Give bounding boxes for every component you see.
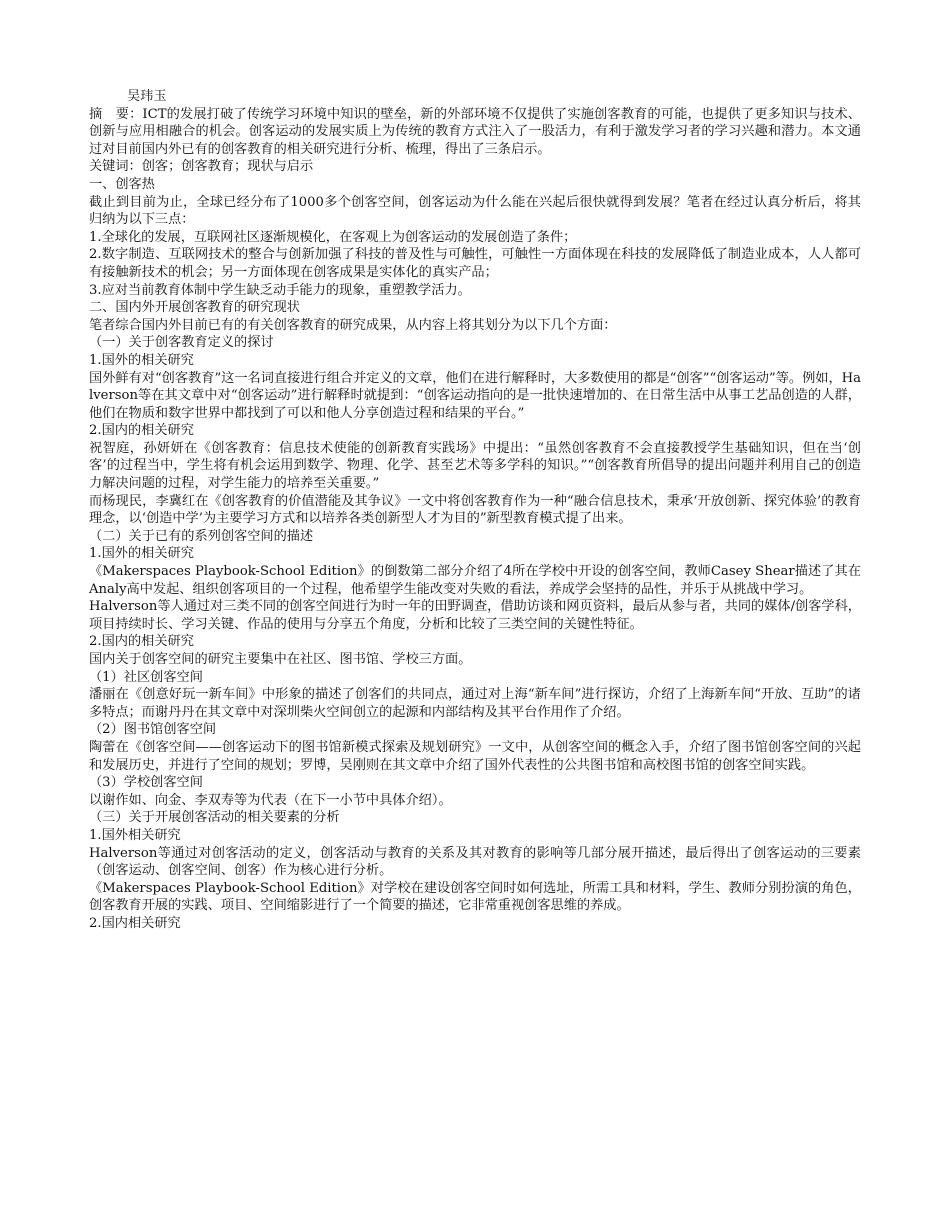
keywords-line: 关键词：创客；创客教育；现状与启示 [89,159,314,175]
body-paragraph: Halverson等人通过对三类不同的创客空间进行为时一年的田野调查，借助访谈和网页资料，最后从参与者，共同的媒体/创客学科，项目持续时长、学习关键、作品的使用与分享五个角度，分析和比较了三类空间的关键性特征。 [89,599,861,632]
sub-subsection-heading: 2.国内的相关研究 [89,423,194,439]
sub-subsection-heading: 2.国内的相关研究 [89,634,194,650]
subsection-heading: （三）关于开展创客活动的相关要素的分析 [89,810,340,826]
sub-subsection-heading: 1.国外的相关研究 [89,352,194,368]
item-heading: （2）图书馆创客空间 [89,722,217,738]
list-item: 3.应对当前教育体制中学生缺乏动手能力的现象，重塑教学活力。 [89,282,471,298]
list-item: 1.全球化的发展，互联网社区逐渐规模化，在客观上为创客运动的发展创造了条件； [89,229,577,245]
body-paragraph: 国内关于创客空间的研究主要集中在社区、图书馆、学校三方面。 [89,652,472,667]
body-paragraph: Halverson等通过对创客活动的定义，创客活动与教育的关系及其对教育的影响等几部分展开描述，最后得出了创客运动的三要素（创客运动、创客空间、创客）作为核心进行分析。 [89,845,861,879]
body-paragraph: 国外鲜有对“创客教育”这一名词直接进行组合并定义的文章，他们在进行解释时，大多数使用的都是“创客”“创客运动”等。例如，Halverson等在其文章中对“创客运动”进行解释时就提到：“创客运动指向的是一批快速增加的、在日常生活中从事工艺品创造的人群，他们在物质和数字世界中都找到了可以和他人分享创造过程和结果的平台。” [89,370,861,421]
body-paragraph: 潘丽在《创意好玩一新车间》中形象的描述了创客们的共同点，通过对上海“新车间”进行探访，介绍了上海新车间“开放、互助”的诸多特点；而谢丹丹在其文章中对深圳柴火空间创立的起源和内部结构及其平台作用作了介绍。 [89,687,861,720]
body-paragraph: 陶蕾在《创客空间——创客运动下的图书馆新模式探索及规划研究》一文中，从创客空间的概念入手，介绍了图书馆创客空间的兴起和发展历史，并进行了空间的规划；罗博，吴刚则在其文章中介绍了国外代表性的公共图书馆和高校图书馆的创客空间实践。 [89,739,861,773]
document-body [89,88,861,933]
item-heading: （1）社区创客空间 [89,669,203,685]
item-heading: （3）学校创客空间 [89,775,203,791]
sub-subsection-heading: 2.国内相关研究 [89,915,181,931]
body-paragraph: 笔者综合国内外目前已有的有关创客教育的研究成果，从内容上将其划分为以下几个方面： [89,317,617,333]
body-paragraph: 《Makerspaces Playbook-School Edition》对学校在建设创客空间时如何选址，所需工具和材料，学生、教师分别扮演的角色，创客教育开展的实践、项目、空间缩影进行了一个简要的描述，它非常重视创客思维的养成。 [89,880,861,914]
subsection-heading: （一）关于创客教育定义的探讨 [89,335,274,351]
abstract-paragraph: 摘 要：ICT的发展打破了传统学习环境中知识的壁垒，新的外部环境不仅提供了实施创客教育的可能，也提供了更多知识与技术、创新与应用相融合的机会。创客运动的发展实质上为传统的教育方式注入了一股活力，有利于激发学习者的学习兴趣和潜力。本文通过对目前国内外已有的创客教育的相关研究进行分析、梳理，得出了三条启示。 [89,106,861,157]
section-heading-2: 二、国内外开展创客教育的研究现状 [89,300,300,316]
subsection-heading: （二）关于已有的系列创客空间的描述 [89,528,314,544]
author-name: 吴玮玉 [127,89,167,104]
sub-subsection-heading: 1.国外相关研究 [89,827,181,843]
list-item: 2.数字制造、互联网技术的整合与创新加强了科技的普及性与可触性，可触性一方面体现在科技的发展降低了制造业成本，人人都可有接触新技术的机会；另一方面体现在创客成果是实体化的真实产品； [89,247,861,280]
body-paragraph: 截止到目前为止，全球已经分布了1000多个创客空间，创客运动为什么能在兴起后很快就得到发展？笔者在经过认真分析后，将其归纳为以下三点： [89,194,861,228]
body-paragraph: 以谢作如、向金、李双寿等为代表（在下一小节中具体介绍）。 [89,792,452,808]
body-paragraph: 祝智庭，孙妍妍在《创客教育：信息技术使能的创新教育实践场》中提出：“虽然创客教育不会直接教授学生基础知识，但在当‘创客’的过程当中，学生将有机会运用到数学、物理、化学、甚至艺术等多学科的知识。”“创客教育所倡导的提出问题并利用自己的创造力解决问题的过程，对学生能力的培养至关重要。” [89,440,861,492]
section-heading-1: 一、创客热 [89,176,155,192]
body-paragraph: 而杨现民，李冀红在《创客教育的价值潜能及其争议》一文中将创客教育作为一种“融合信息技术，秉承‘开放创新、探究体验’的教育理念，以‘创造中学’为主要学习方式和以培养各类创新型人才为目的”新型教育模式提了出来。 [89,493,861,527]
body-paragraph: 《Makerspaces Playbook-School Edition》的倒数第二部分介绍了4所在学校中开设的创客空间，教师Casey Shear描述了其在Analy高中发起、组织创客项目的一个过程，他希望学生能改变对失败的看法，养成学会坚持的品性，并乐于从挑战中学习。 [89,564,861,597]
sub-subsection-heading: 1.国外的相关研究 [89,546,194,562]
